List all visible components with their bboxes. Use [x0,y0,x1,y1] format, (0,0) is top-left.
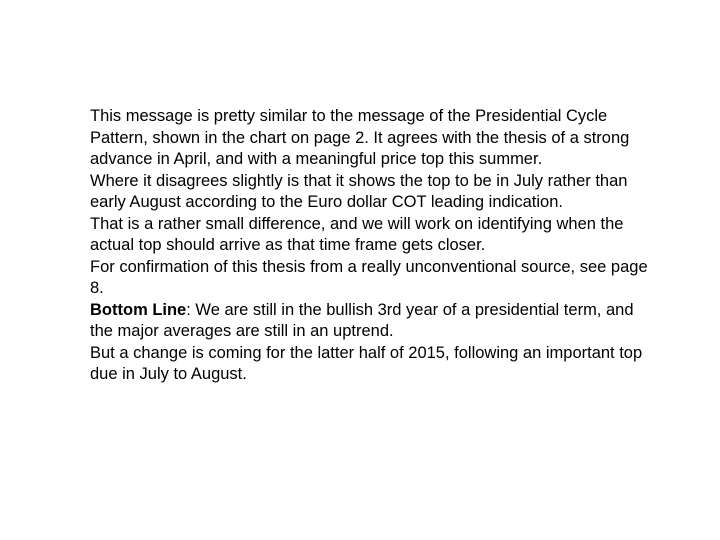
paragraph-disagreement: Where it disagrees slightly is that it shows the top to be in July rather than early August according to the Euro dollar COT leading indication. [90,171,628,211]
paragraph-confirmation: For confirmation of this thesis from a really unconventional source, see page 8. [90,257,648,297]
paragraph-presidential-cycle: This message is pretty similar to the message of the Presidential Cycle Pattern, shown in the chart on page 2. It agrees with the thesis of a strong advance in April, and with a meaningful price top this summer. [90,107,630,168]
bottom-line-colon: : [186,300,191,319]
body-text [90,106,650,386]
bottom-line-text: We are still in the bullish 3rd year of a presidential term, and the major averages are still in an uptrend. [90,300,634,340]
paragraph-bottom-line [90,300,650,343]
paragraph-difference: That is a rather small difference, and we will work on identifying when the actual top should arrive as that time frame gets closer. [90,214,624,254]
bottom-line-label: Bottom Line [90,300,187,319]
paragraph-closing: But a change is coming for the latter half of 2015, following an important top due in July to August. [90,343,643,383]
